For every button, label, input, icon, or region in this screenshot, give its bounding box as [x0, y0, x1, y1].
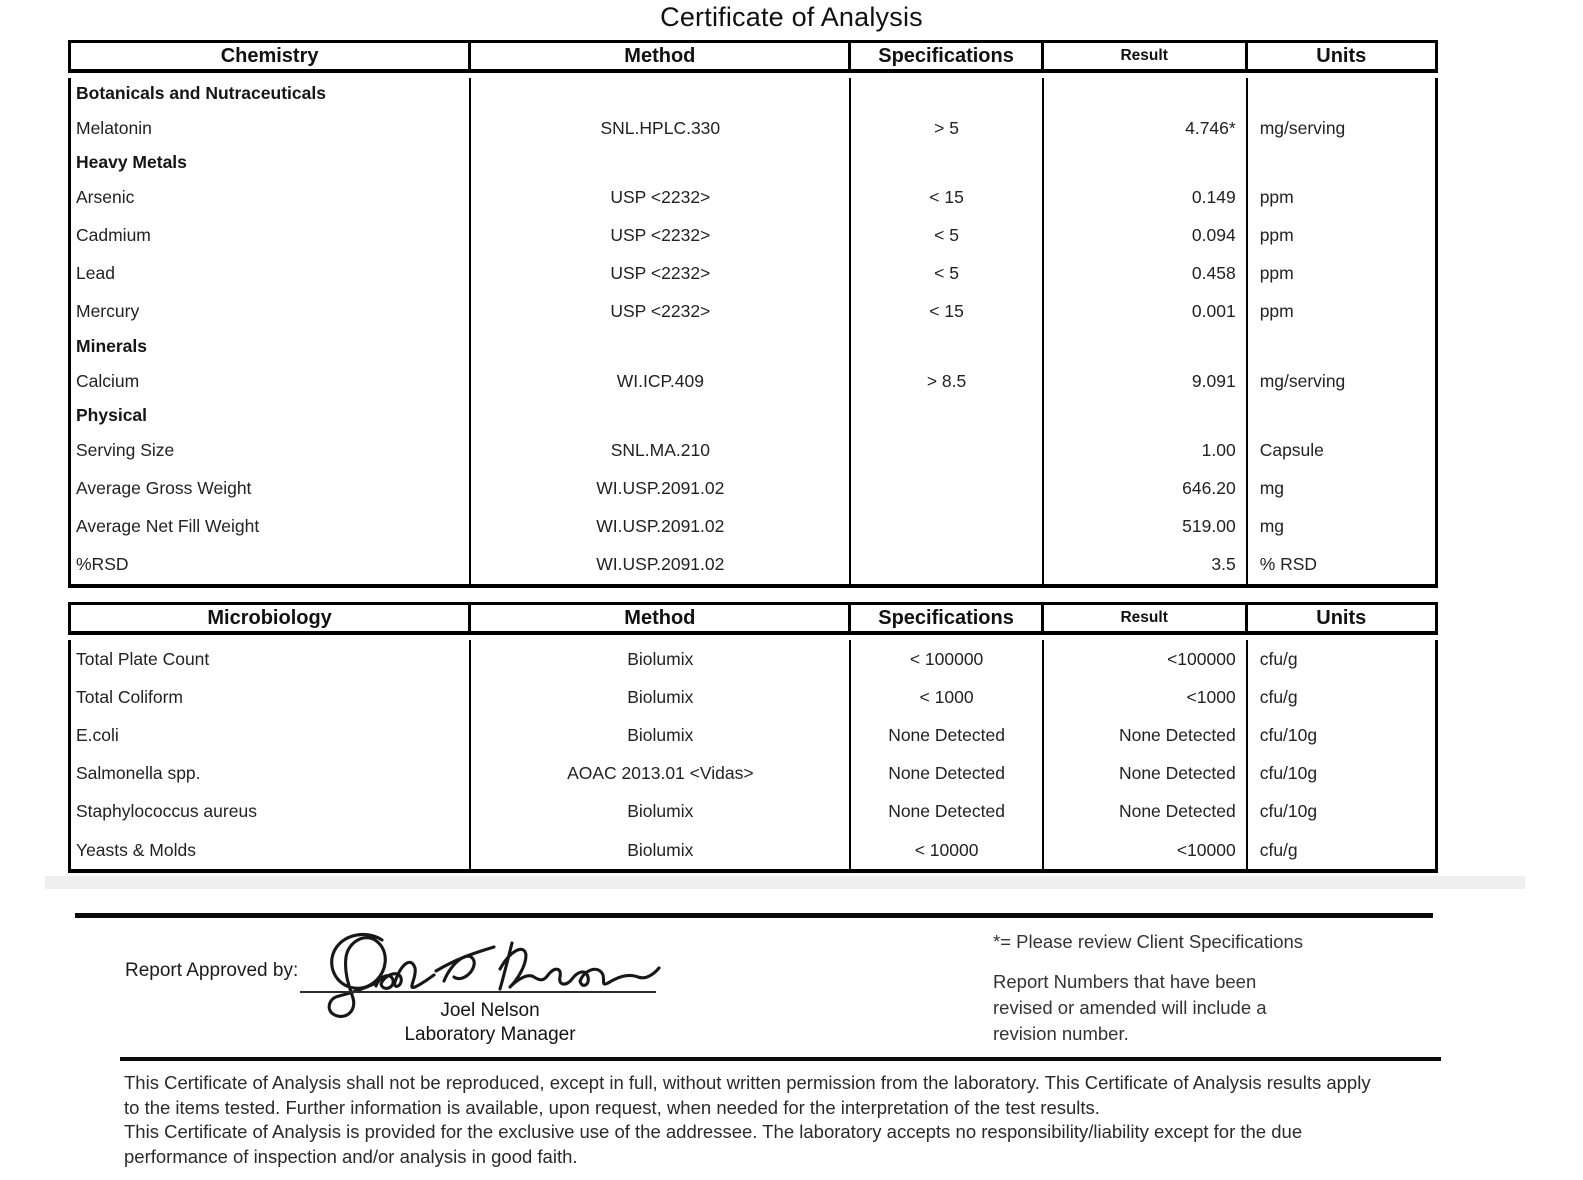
analyte-row — [71, 216, 1435, 254]
signatory-block — [320, 999, 660, 1047]
column-header-units: Units — [1316, 606, 1367, 629]
units-value: mg/serving — [1259, 117, 1346, 138]
specification-value: < 15 — [851, 178, 1043, 216]
microbiology-table-body — [68, 640, 1438, 873]
specification-value — [851, 469, 1043, 507]
chemistry-table-header-row — [68, 40, 1438, 73]
analyte-name: Average Net Fill Weight — [71, 508, 471, 546]
analyte-name: Heavy Metals — [71, 147, 471, 178]
page-title: Certificate of Analysis — [660, 2, 923, 32]
section-row — [71, 78, 1435, 109]
result-value: 3.5 — [1044, 546, 1248, 584]
legal-disclaimer — [124, 1071, 1454, 1170]
result-value: <1000 — [1044, 678, 1248, 716]
column-header-chemistry: Chemistry — [71, 43, 471, 69]
top-divider-rule — [75, 913, 1433, 918]
analyte-name: Minerals — [71, 331, 471, 362]
analyte-name: %RSD — [71, 546, 471, 584]
result-value: None Detected — [1044, 755, 1248, 793]
legal-disclaimer-line: to the items tested. Further information is available, upon request, when needed for the interpretation of the test results. — [124, 1096, 1100, 1118]
units-value: Capsule — [1259, 439, 1324, 460]
method-value: Biolumix — [471, 716, 851, 754]
legal-disclaimer-line: performance of inspection and/or analysis in good faith. — [124, 1146, 578, 1168]
signature-line — [300, 991, 656, 993]
units-value: ppm — [1259, 301, 1294, 322]
result-value: 519.00 — [1044, 508, 1248, 546]
specification-value — [851, 147, 1043, 178]
result-value: 0.458 — [1044, 255, 1248, 293]
analyte-name: Arsenic — [71, 178, 471, 216]
result-value: <100000 — [1044, 640, 1248, 678]
result-value: <10000 — [1044, 831, 1248, 869]
specification-value — [851, 508, 1043, 546]
specification-value — [851, 78, 1043, 109]
analyte-name: Yeasts & Molds — [71, 831, 471, 869]
section-row — [71, 331, 1435, 362]
analyte-name: Physical — [71, 400, 471, 431]
specification-value: < 1000 — [851, 678, 1043, 716]
specification-value: < 5 — [851, 216, 1043, 254]
analyte-row — [71, 431, 1435, 469]
chemistry-table — [68, 40, 1438, 588]
method-value: WI.ICP.409 — [471, 362, 851, 400]
result-value: None Detected — [1044, 716, 1248, 754]
specification-value: > 8.5 — [851, 362, 1043, 400]
legal-disclaimer-line: This Certificate of Analysis is provided for the exclusive use of the addressee. The laboratory accepts no responsibility/liability except for the due — [124, 1121, 1303, 1143]
result-value — [1044, 78, 1248, 109]
analyte-name: Melatonin — [71, 109, 471, 147]
revision-note-line: revision number. — [993, 1023, 1129, 1044]
analyte-row — [71, 362, 1435, 400]
method-value: WI.USP.2091.02 — [471, 469, 851, 507]
specification-value: None Detected — [851, 793, 1043, 831]
specification-value: < 15 — [851, 293, 1043, 331]
units-value: cfu/10g — [1259, 724, 1318, 745]
result-value: 0.001 — [1044, 293, 1248, 331]
result-value: None Detected — [1044, 793, 1248, 831]
analyte-row — [71, 109, 1435, 147]
units-value: cfu/10g — [1259, 801, 1318, 822]
specification-value: < 10000 — [851, 831, 1043, 869]
method-value: USP <2232> — [471, 178, 851, 216]
method-value: Biolumix — [471, 678, 851, 716]
analyte-row — [71, 255, 1435, 293]
analyte-row — [71, 178, 1435, 216]
units-value: mg/serving — [1259, 370, 1346, 391]
signatory-role: Laboratory Manager — [404, 1024, 576, 1045]
method-value: AOAC 2013.01 <Vidas> — [471, 755, 851, 793]
result-value — [1044, 147, 1248, 178]
units-value: cfu/g — [1259, 686, 1298, 707]
column-header-result: Result — [1044, 605, 1248, 631]
specification-value: None Detected — [851, 716, 1043, 754]
analyte-name: Lead — [71, 255, 471, 293]
report-approved-by-label: Report Approved by: — [125, 960, 299, 981]
analyte-name: Staphylococcus aureus — [71, 793, 471, 831]
bottom-divider-rule — [120, 1057, 1441, 1061]
column-header-method: Method — [471, 605, 851, 631]
units-value: ppm — [1259, 186, 1294, 207]
method-value — [471, 400, 851, 431]
method-value: Biolumix — [471, 793, 851, 831]
analyte-name: Average Gross Weight — [71, 469, 471, 507]
analyte-row — [71, 755, 1435, 793]
revision-note-line: Report Numbers that have been — [993, 971, 1257, 992]
column-header-units: Units — [1316, 44, 1367, 67]
revision-note — [993, 969, 1267, 1047]
signatory-name: Joel Nelson — [440, 1000, 540, 1021]
method-value: WI.USP.2091.02 — [471, 546, 851, 584]
specification-value — [851, 431, 1043, 469]
analyte-name: Cadmium — [71, 216, 471, 254]
analyte-row — [71, 546, 1435, 584]
analyte-name: Botanicals and Nutraceuticals — [71, 78, 471, 109]
analyte-row — [71, 469, 1435, 507]
units-value: % RSD — [1259, 554, 1318, 575]
units-value: cfu/10g — [1259, 763, 1318, 784]
specification-value: > 5 — [851, 109, 1043, 147]
page-edge-shading-band — [45, 876, 1525, 889]
column-header-specifications: Specifications — [851, 605, 1043, 631]
method-value: SNL.MA.210 — [471, 431, 851, 469]
chemistry-table-body — [68, 78, 1438, 588]
microbiology-table — [68, 602, 1438, 873]
analyte-name: Salmonella spp. — [71, 755, 471, 793]
specification-value: None Detected — [851, 755, 1043, 793]
analyte-name: Total Coliform — [71, 678, 471, 716]
method-value — [471, 331, 851, 362]
method-value: USP <2232> — [471, 216, 851, 254]
section-row — [71, 400, 1435, 431]
result-value — [1044, 400, 1248, 431]
method-value — [471, 78, 851, 109]
analyte-row — [71, 678, 1435, 716]
analyte-row — [71, 831, 1435, 869]
units-value — [1248, 147, 1435, 178]
analyte-row — [71, 716, 1435, 754]
specification-value: < 100000 — [851, 640, 1043, 678]
units-value: mg — [1259, 477, 1285, 498]
result-value: 646.20 — [1044, 469, 1248, 507]
analyte-name: Mercury — [71, 293, 471, 331]
column-header-method: Method — [471, 43, 851, 69]
column-header-result: Result — [1044, 43, 1248, 69]
result-value — [1044, 331, 1248, 362]
specification-value — [851, 400, 1043, 431]
method-value: USP <2232> — [471, 293, 851, 331]
result-value: 4.746* — [1044, 109, 1248, 147]
units-value: ppm — [1259, 224, 1294, 245]
analyte-row — [71, 640, 1435, 678]
section-row — [71, 147, 1435, 178]
client-specifications-note: *= Please review Client Specifications — [993, 931, 1304, 952]
result-value: 0.094 — [1044, 216, 1248, 254]
analyte-name: Calcium — [71, 362, 471, 400]
units-value — [1248, 400, 1435, 431]
units-value: cfu/g — [1259, 648, 1298, 669]
analyte-name: Serving Size — [71, 431, 471, 469]
analyte-row — [71, 293, 1435, 331]
analyte-row — [71, 793, 1435, 831]
analyte-row — [71, 508, 1435, 546]
result-value: 1.00 — [1044, 431, 1248, 469]
units-value: ppm — [1259, 263, 1294, 284]
units-value — [1248, 78, 1435, 109]
analyte-name: E.coli — [71, 716, 471, 754]
method-value: Biolumix — [471, 831, 851, 869]
specification-value — [851, 331, 1043, 362]
specification-value — [851, 546, 1043, 584]
analyte-name: Total Plate Count — [71, 640, 471, 678]
method-value: Biolumix — [471, 640, 851, 678]
specification-value: < 5 — [851, 255, 1043, 293]
microbiology-table-header-row — [68, 602, 1438, 635]
legal-disclaimer-line: This Certificate of Analysis shall not be reproduced, except in full, without written permission from the laboratory. This Certificate of Analysis results apply — [124, 1072, 1371, 1093]
column-header-microbiology: Microbiology — [71, 605, 471, 631]
result-value: 0.149 — [1044, 178, 1248, 216]
method-value: USP <2232> — [471, 255, 851, 293]
method-value: WI.USP.2091.02 — [471, 508, 851, 546]
method-value: SNL.HPLC.330 — [471, 109, 851, 147]
revision-note-line: revised or amended will include a — [993, 997, 1267, 1018]
units-value — [1248, 331, 1435, 362]
units-value: cfu/g — [1259, 839, 1298, 860]
method-value — [471, 147, 851, 178]
units-value: mg — [1259, 516, 1285, 537]
column-header-specifications: Specifications — [851, 43, 1043, 69]
result-value: 9.091 — [1044, 362, 1248, 400]
